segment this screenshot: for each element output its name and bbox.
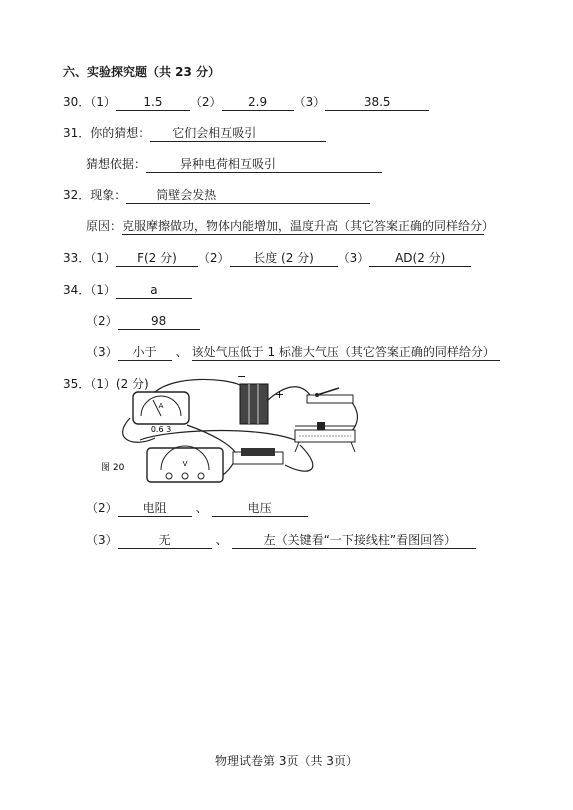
- figure-label: 图 20: [101, 463, 125, 473]
- svg-text:A: A: [158, 402, 164, 410]
- q34-separator: 、: [175, 345, 188, 359]
- minus-sign: −: [237, 370, 247, 383]
- question-32-phenomenon: [63, 187, 370, 204]
- q34-answer-3b: 该处气压低于 1 标准大气压（其它答案正确的同样给分）: [192, 345, 500, 361]
- wire-ammeter-battery: [155, 379, 240, 392]
- q34-part2-label: （2）: [86, 314, 118, 328]
- question-30: [63, 94, 429, 111]
- question-31-guess: [63, 125, 326, 142]
- q33-part1-label: （1）: [90, 251, 116, 265]
- q30-part3-label: （3）: [293, 95, 326, 109]
- q34-number: 34．: [63, 283, 91, 297]
- circuit-figure: [95, 370, 365, 495]
- rheostat: [295, 422, 355, 452]
- ammeter-scale-label: 0.6 3: [150, 425, 172, 434]
- q30-answer-2: 2.9: [222, 95, 294, 111]
- question-33: [63, 250, 471, 267]
- ammeter: [133, 392, 189, 434]
- q35-part1-label: （1）(2 分): [90, 377, 149, 391]
- wire-rheostat-resistor: [285, 445, 313, 471]
- switch: [307, 388, 353, 403]
- q35-part2-label: （2）: [86, 501, 118, 515]
- section-title: 六、实验探究题（共 23 分）: [63, 65, 221, 79]
- battery: [237, 370, 284, 424]
- q34-answer-1: a: [116, 283, 192, 299]
- q32-reason-answer: 克服摩擦做功，物体内能增加，温度升高（其它答案正确的同样给分）: [122, 219, 495, 233]
- q31-basis-label: 猜想依据：: [86, 157, 147, 171]
- question-35-part2: [86, 500, 308, 517]
- q35-number: 35．: [63, 377, 91, 391]
- q34-answer-2: 98: [118, 314, 200, 330]
- q31-basis-answer: 异种电荷相互吸引: [146, 157, 382, 173]
- voltmeter: [147, 446, 223, 482]
- question-31-basis: [86, 156, 382, 173]
- q33-answer-3: AD(2 分): [369, 251, 471, 267]
- q31-guess-answer: 它们会相互吸引: [150, 126, 326, 142]
- question-34-part2: [86, 313, 200, 330]
- q35-separator-2: 、: [195, 501, 208, 515]
- q35-separator-3: 、: [215, 533, 228, 547]
- plus-sign: +: [275, 388, 285, 401]
- q30-answer-3: 38.5: [325, 95, 429, 111]
- svg-text:V: V: [182, 460, 188, 468]
- q35-answer-2b: 电压: [212, 501, 308, 517]
- q33-part2-label: （2）: [197, 251, 230, 265]
- q30-part1-label: （1）: [90, 95, 116, 109]
- q33-number: 33．: [63, 251, 91, 265]
- q30-number: 30．: [63, 95, 91, 109]
- question-32-reason: [86, 218, 495, 235]
- q33-part3-label: （3）: [337, 251, 370, 265]
- q34-answer-3a: 小于: [118, 345, 172, 361]
- q32-number: 32．: [63, 188, 91, 202]
- question-34-part3: [86, 344, 500, 361]
- q34-part1-label: （1）: [90, 283, 116, 297]
- question-35-part3: [86, 532, 476, 549]
- q32-reason-label: 原因：: [86, 219, 123, 233]
- fixed-resistor: [233, 448, 283, 464]
- q34-part3-label: （3）: [86, 345, 118, 359]
- q33-answer-2: 长度 (2 分): [230, 251, 338, 267]
- page-footer: 物理试卷第 3页（共 3页）: [215, 754, 358, 768]
- q31-guess-label: 你的猜想：: [90, 126, 151, 140]
- q33-answer-1: F(2 分): [116, 251, 198, 267]
- q35-part3-label: （3）: [86, 533, 118, 547]
- q32-phenomenon-label: 现象：: [90, 188, 127, 202]
- q30-part2-label: （2）: [189, 95, 222, 109]
- q35-answer-3b: 左（关键看“一下接线柱”看图回答）: [232, 533, 476, 549]
- question-34-part1: [63, 282, 192, 299]
- q35-answer-2a: 电阻: [118, 501, 192, 517]
- q30-answer-1: 1.5: [116, 95, 190, 111]
- q31-number: 31．: [63, 126, 91, 140]
- q32-phenomenon-answer: 筒壁会发热: [126, 188, 370, 204]
- q35-answer-3a: 无: [118, 533, 212, 549]
